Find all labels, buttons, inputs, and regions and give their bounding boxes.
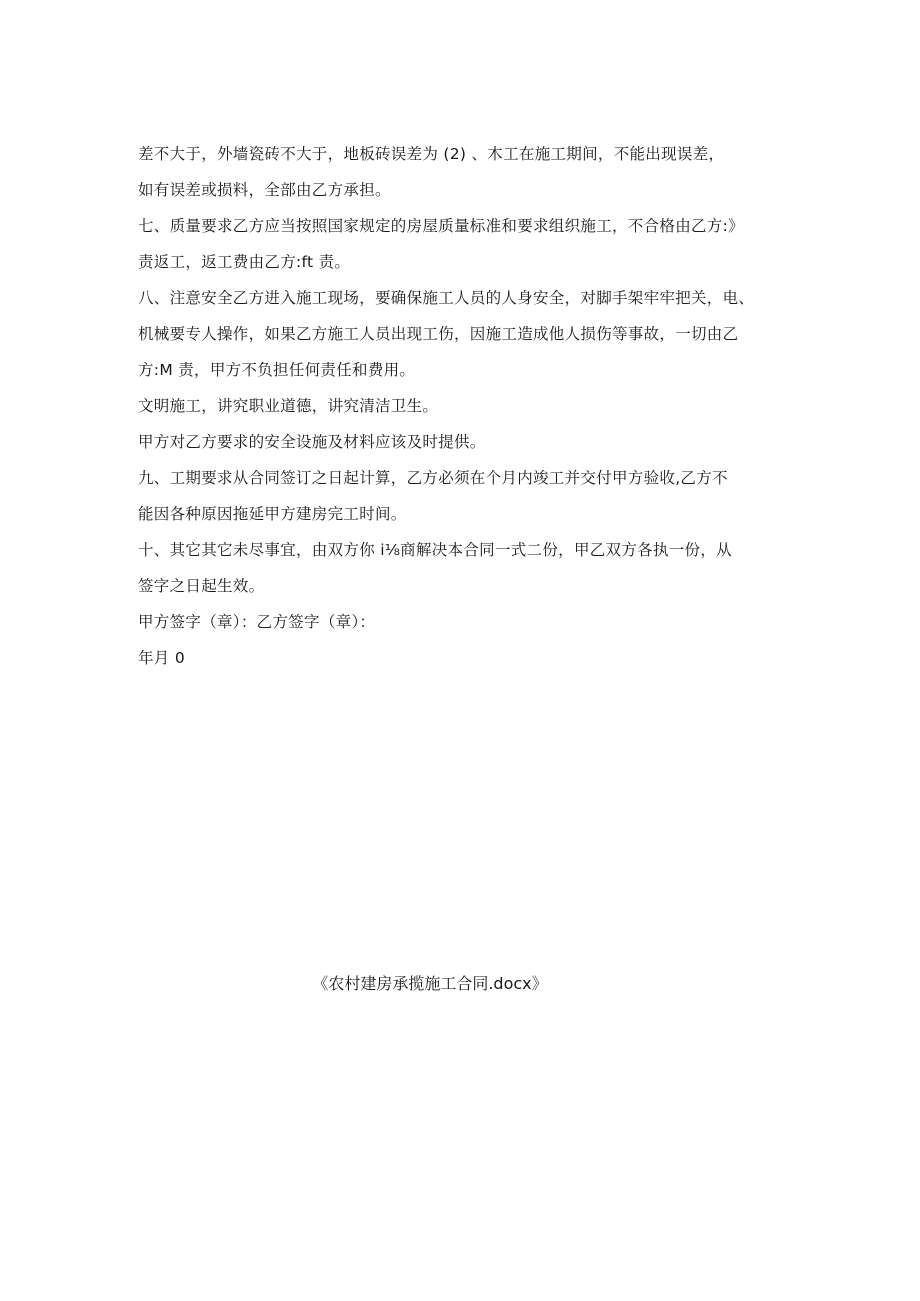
clause-7-quality: 七、质量要求乙方应当按照国家规定的房屋质量标准和要求组织施工，不合格由乙方:》	[138, 217, 744, 235]
file-title: 《农村建房承揽施工合同.docx》	[312, 974, 548, 993]
clause-10-other: 十、其它其它未尽事宜，由双方你 i⅛商解决本合同一式二份，甲乙双方各执一份，从	[138, 541, 732, 559]
document-footer	[0, 972, 920, 996]
text-line: 机械要专人操作，如果乙方施工人员出现工伤，因施工造成他人损伤等事故，一切由乙	[138, 325, 739, 343]
contract-body	[138, 136, 798, 676]
clause-8-safety: 八、注意安全乙方进入施工现场，要确保施工人员的人身安全，对脚手架牢牢把关，电、	[138, 289, 755, 307]
text-line: 方:M 责，甲方不负担任何责任和费用。	[138, 361, 416, 379]
text-line: 差不大于，外墙瓷砖不大于，地板砖误差为 (2) 、木工在施工期间，不能出现误差，	[138, 145, 725, 163]
text-line: 签字之日起生效。	[138, 577, 265, 595]
text-line: 能因各种原因拖延甲方建房完工时间。	[138, 505, 407, 523]
signature-line: 甲方签字（章）：乙方签字（章）：	[138, 613, 376, 631]
text-line: 责返工，返工费由乙方:ft 责。	[138, 253, 351, 271]
date-line: 年月 0	[138, 649, 185, 667]
text-line: 甲方对乙方要求的安全设施及材料应该及时提供。	[138, 433, 486, 451]
text-line: 文明施工，讲究职业道德，讲究清洁卫生。	[138, 397, 439, 415]
clause-9-schedule: 九、工期要求从合同签订之日起计算，乙方必须在个月内竣工并交付甲方验收,乙方不	[138, 469, 728, 487]
text-line: 如有误差或损料，全部由乙方承担。	[138, 181, 391, 199]
